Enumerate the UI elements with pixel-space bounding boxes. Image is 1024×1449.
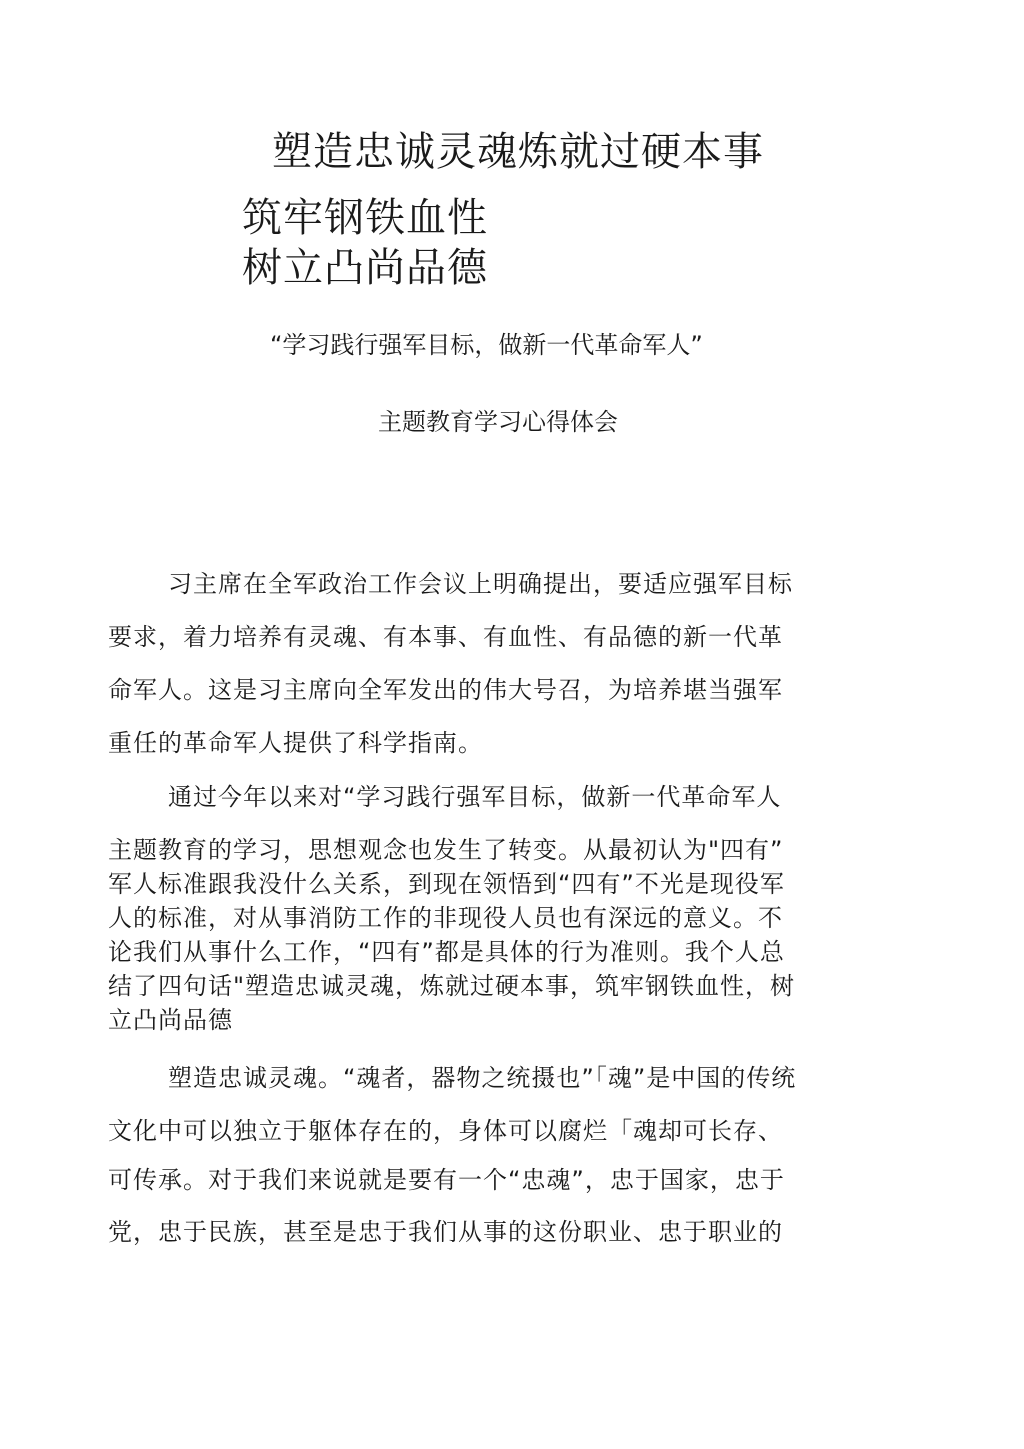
paragraph-1-line-3: 命军人。这是习主席向全军发出的伟大号召，为培养堪当强军 xyxy=(108,676,783,704)
paragraph-3-line-3: 可传承。对于我们来说就是要有一个“忠魂”，忠于国家，忠于 xyxy=(108,1166,785,1194)
paragraph-3-line-4: 党，忠于民族，甚至是忠于我们从事的这份职业、忠于职业的 xyxy=(108,1218,783,1246)
title-line-3: 树立凸尚品德 xyxy=(242,245,488,291)
paragraph-2-line-5: 论我们从事什么工作，“四有”都是具体的行为准则。我个人总 xyxy=(108,938,785,966)
title-line-2: 筑牢钢铁血性 xyxy=(242,195,488,241)
paragraph-2-line-3: 军人标准跟我没什么关系，到现在领悟到“四有”不光是现役军 xyxy=(108,870,785,898)
paragraph-1-line-4: 重任的革命军人提供了科学指南。 xyxy=(108,729,483,757)
paragraph-2-line-1: 通过今年以来对“学习践行强军目标，做新一代革命军人 xyxy=(168,783,782,811)
title-main: 塑造忠诚灵魂炼就过硬本事 xyxy=(272,129,764,175)
paragraph-2-line-7: 立凸尚品德 xyxy=(108,1006,233,1034)
paragraph-1-line-2: 要求，着力培养有灵魂、有本事、有血性、有品德的新一代革 xyxy=(108,623,783,651)
subtitle-quote: “学习践行强军目标，做新一代革命军人” xyxy=(270,331,703,359)
subtitle-sub: 主题教育学习心得体会 xyxy=(378,408,618,436)
paragraph-1-line-1: 习主席在全军政治工作会议上明确提出，要适应强军目标 xyxy=(168,570,793,598)
paragraph-3-line-2: 文化中可以独立于躯体存在的，身体可以腐烂「魂却可长存、 xyxy=(108,1117,783,1145)
paragraph-2-line-4: 人的标准，对从事消防工作的非现役人员也有深远的意义。不 xyxy=(108,904,783,932)
paragraph-3-line-1: 塑造忠诚灵魂。“魂者，器物之统摄也”「魂”是中国的传统 xyxy=(168,1064,797,1092)
paragraph-2-line-2: 主题教育的学习，思想观念也发生了转变。从最初认为"四有” xyxy=(108,836,784,864)
paragraph-2-line-6: 结了四句话"塑造忠诚灵魂，炼就过硬本事，筑牢钢铁血性，树 xyxy=(108,972,796,1000)
